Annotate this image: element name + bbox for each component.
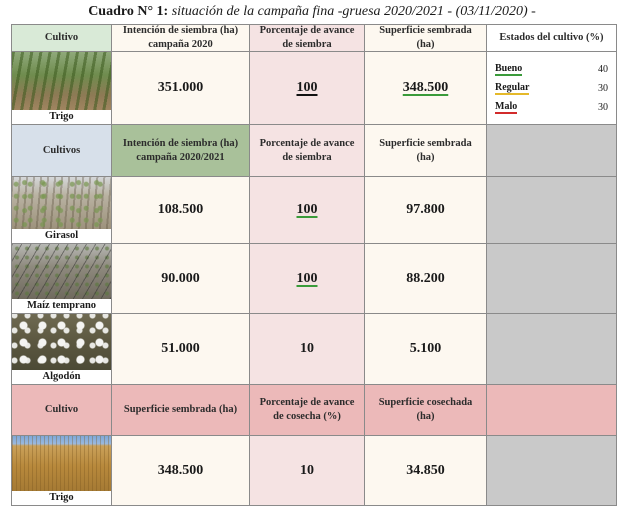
header-superficie-2: Superficie sembrada (ha) <box>364 124 487 177</box>
value-avance-cell <box>249 176 365 244</box>
header-intencion: Intención de siembra (ha) campaña 2020 <box>111 24 250 52</box>
estado-value: 40 <box>598 63 608 75</box>
value-superficie-cell <box>364 51 487 125</box>
crop-cell-trigo <box>11 51 112 125</box>
crop-cell-algodon <box>11 313 112 385</box>
empty-cell <box>486 384 617 436</box>
crop-cell-trigo-cosecha <box>11 435 112 506</box>
value-avance: 100 <box>296 80 318 95</box>
empty-cell <box>486 176 617 244</box>
estados-list <box>486 51 617 125</box>
value-avance: 100 <box>296 270 318 286</box>
header-avance-cosecha: Porcentaje de avance de cosecha (%) <box>249 384 365 436</box>
empty-cell <box>486 124 617 177</box>
value-superficie: 348.500 <box>402 80 449 95</box>
crop-label: Girasol <box>12 229 111 243</box>
title-text: situación de la campaña fina -gruesa 2020/2021 - (03/11/2020) - <box>171 4 536 19</box>
empty-cell <box>486 313 617 385</box>
crop-label: Trigo <box>12 110 111 124</box>
header-cultivo-3: Cultivo <box>11 384 112 436</box>
value-superficie: 5.100 <box>364 313 487 385</box>
empty-cell <box>486 243 617 314</box>
header-estados: Estados del cultivo (%) <box>486 24 617 52</box>
estado-bueno <box>495 63 608 76</box>
estado-value: 30 <box>598 82 608 94</box>
header-superficie: Superficie sembrada (ha) <box>364 24 487 52</box>
header-superficie-3: Superficie sembrada (ha) <box>111 384 250 436</box>
value-superficie: 348.500 <box>111 435 250 506</box>
header-intencion-2: Intención de siembra (ha) campaña 2020/2021 <box>111 124 250 177</box>
estado-label: Bueno <box>495 62 523 74</box>
page-title <box>0 4 624 20</box>
title-prefix: Cuadro N° 1: <box>88 4 169 19</box>
wheat-field-photo <box>12 52 111 110</box>
estado-label: Regular <box>495 81 530 93</box>
value-avance-cell <box>249 51 365 125</box>
value-intencion: 51.000 <box>111 313 250 385</box>
crop-cell-girasol <box>11 176 112 244</box>
value-avance-cell <box>249 243 365 314</box>
value-superficie: 97.800 <box>364 176 487 244</box>
cotton-field-photo <box>12 314 111 370</box>
header-cultivos: Cultivos <box>11 124 112 177</box>
wheat-harvest-photo <box>12 436 111 491</box>
header-avance: Porcentaje de avance de siembra <box>249 24 365 52</box>
value-avance: 100 <box>296 202 318 217</box>
value-avance-cosecha: 10 <box>249 435 365 506</box>
value-intencion: 90.000 <box>111 243 250 314</box>
crop-label: Algodón <box>12 370 111 384</box>
corn-field-photo <box>12 244 111 299</box>
header-cultivo: Cultivo <box>11 24 112 52</box>
estado-regular <box>495 82 608 95</box>
value-cosechada: 34.850 <box>364 435 487 506</box>
value-avance: 10 <box>249 313 365 385</box>
estado-label: Malo <box>495 100 518 112</box>
value-superficie: 88.200 <box>364 243 487 314</box>
value-intencion: 108.500 <box>111 176 250 244</box>
crop-label: Maíz temprano <box>12 299 111 313</box>
estado-malo <box>495 101 608 114</box>
empty-cell <box>486 435 617 506</box>
sunflower-field-photo <box>12 177 111 229</box>
estado-value: 30 <box>598 101 608 113</box>
crop-label: Trigo <box>12 491 111 505</box>
value-intencion: 351.000 <box>111 51 250 125</box>
header-avance-2: Porcentaje de avance de siembra <box>249 124 365 177</box>
crop-cell-maiz <box>11 243 112 314</box>
header-cosechada: Superficie cosechada (ha) <box>364 384 487 436</box>
